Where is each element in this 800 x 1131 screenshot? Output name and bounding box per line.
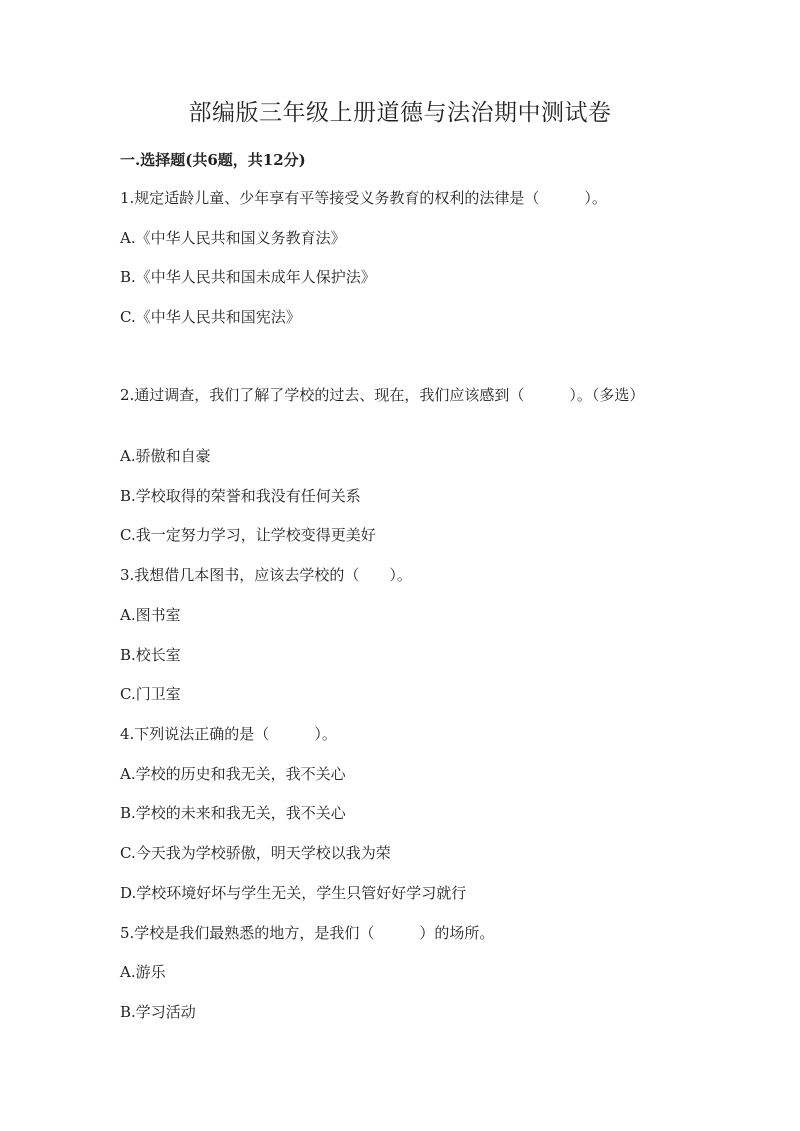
answer-option: A.学校的历史和我无关，我不关心 — [120, 765, 346, 783]
question-stem: 5.学校是我们最熟悉的地方，是我们（ ）的场所。 — [120, 924, 495, 942]
answer-option: A.图书室 — [120, 606, 181, 624]
answer-option: B.学校取得的荣誉和我没有任何关系 — [120, 487, 361, 505]
answer-option: C.今天我为学校骄傲，明天学校以我为荣 — [120, 844, 391, 862]
answer-option: B.校长室 — [120, 646, 181, 664]
answer-option: D.学校环境好坏与学生无关，学生只管好好学习就行 — [120, 884, 467, 902]
question-stem: 4.下列说法正确的是（ ）。 — [120, 725, 337, 743]
question-stem: 1.规定适龄儿童、少年享有平等接受义务教育的权利的法律是（ ）。 — [120, 189, 607, 207]
answer-option: B.学习活动 — [120, 1003, 196, 1021]
answer-option: A.骄傲和自豪 — [120, 447, 211, 465]
answer-option: B.学校的未来和我无关，我不关心 — [120, 804, 346, 822]
answer-option: B.《中华人民共和国未成年人保护法》 — [120, 268, 376, 286]
answer-option: C.我一定努力学习，让学校变得更美好 — [120, 526, 376, 544]
answer-option: A.《中华人民共和国义务教育法》 — [120, 229, 346, 247]
page-title: 部编版三年级上册道德与法治期中测试卷 — [188, 100, 612, 126]
question-stem: 3.我想借几本图书，应该去学校的（ ）。 — [120, 566, 412, 584]
answer-option: A.游乐 — [120, 963, 166, 981]
question-stem: 2.通过调查，我们了解了学校的过去、现在，我们应该感到（ ）。（多选） — [120, 386, 645, 404]
answer-option: C.《中华人民共和国宪法》 — [120, 308, 301, 326]
section-heading: 一.选择题(共6题，共12分) — [120, 151, 306, 169]
answer-option: C.门卫室 — [120, 685, 181, 703]
